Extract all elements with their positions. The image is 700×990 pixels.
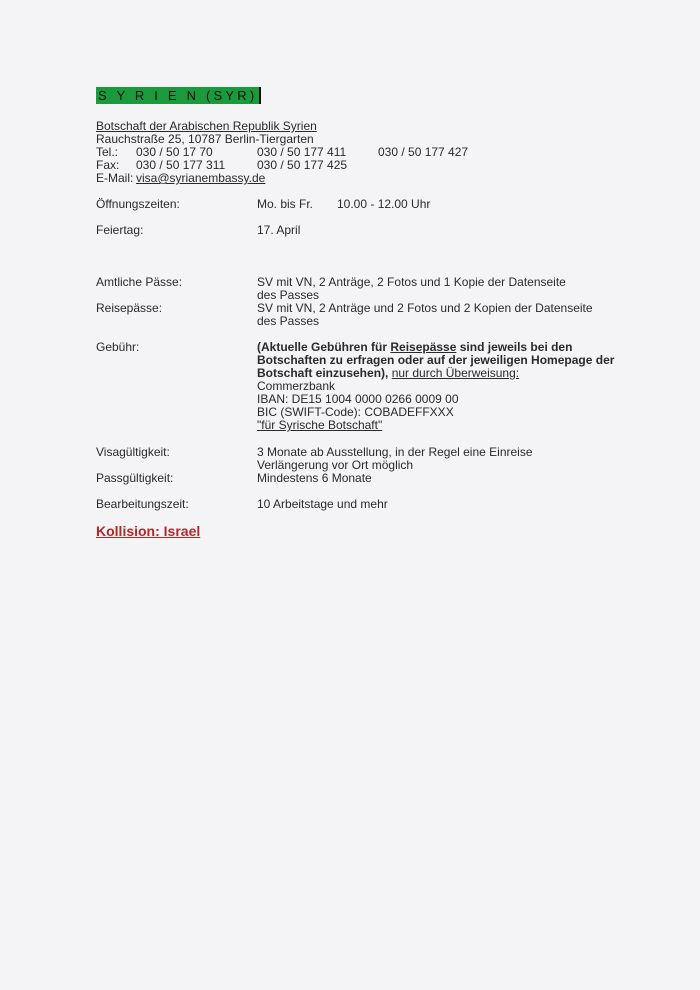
official-passport-line2: des Passes: [257, 288, 320, 302]
hours-days: Mo. bis Fr.: [257, 197, 314, 211]
email-link[interactable]: visa@syrianembassy.de: [136, 171, 266, 185]
fee-label: Gebühr:: [96, 340, 140, 354]
visa-validity-line1: 3 Monate ab Ausstellung, in der Regel eine Einreise: [257, 445, 533, 459]
fee-reference: "für Syrische Botschaft": [257, 418, 383, 432]
fee-note-link: Reisepässe: [390, 340, 457, 354]
visa-validity-label: Visagültigkeit:: [96, 445, 170, 459]
travel-passport-label: Reisepässe:: [96, 301, 163, 315]
fee-transfer-note: nur durch Überweisung:: [391, 366, 520, 380]
fee-bic: BIC (SWIFT-Code): COBADEFFXXX: [257, 405, 454, 419]
embassy-address: Rauchstraße 25, 10787 Berlin-Tiergarten: [96, 132, 314, 146]
fee-bank: Commerzbank: [257, 379, 336, 393]
official-passport-label: Amtliche Pässe:: [96, 275, 183, 289]
tel-label: Tel.:: [96, 145, 119, 159]
official-passport-line1: SV mit VN, 2 Anträge, 2 Fotos und 1 Kopie der Datenseite: [257, 275, 566, 289]
fax-number-2: 030 / 50 177 425: [257, 158, 348, 172]
travel-passport-line1: SV mit VN, 2 Anträge und 2 Fotos und 2 Kopien der Datenseite: [257, 301, 593, 315]
tel-number-2: 030 / 50 177 411: [257, 145, 347, 159]
fee-note-part1: (Aktuelle Gebühren für: [257, 340, 391, 354]
hours-label: Öffnungszeiten:: [96, 197, 180, 211]
email-label: E-Mail:: [96, 171, 134, 185]
embassy-name: Botschaft der Arabischen Republik Syrien: [96, 119, 317, 133]
fee-note-part2: sind jeweils bei den: [456, 340, 573, 354]
fee-iban: IBAN: DE15 1004 0000 0266 0009 00: [257, 392, 459, 406]
tel-number-1: 030 / 50 17 70: [136, 145, 213, 159]
fax-number-1: 030 / 50 177 311: [136, 158, 226, 172]
processing-time-value: 10 Arbeitstage und mehr: [257, 497, 388, 511]
passport-validity-value: Mindestens 6 Monate: [257, 471, 372, 485]
fee-note-line2: Botschaften zu erfragen oder auf der jeweiligen Homepage der: [257, 353, 615, 367]
collision-warning: Kollision: Israel: [96, 523, 201, 539]
holiday-value: 17. April: [257, 223, 301, 237]
travel-passport-line2: des Passes: [257, 314, 320, 328]
processing-time-label: Bearbeitungszeit:: [96, 497, 189, 511]
holiday-label: Feiertag:: [96, 223, 144, 237]
fax-label: Fax:: [96, 158, 120, 172]
passport-validity-label: Passgültigkeit:: [96, 471, 174, 485]
fee-note-line3-bold: Botschaft einzusehen),: [257, 366, 389, 380]
tel-number-3: 030 / 50 177 427: [378, 145, 469, 159]
visa-validity-line2: Verlängerung vor Ort möglich: [257, 458, 414, 472]
hours-time: 10.00 - 12.00 Uhr: [337, 197, 431, 211]
country-title: S Y R I E N (SYR): [96, 87, 261, 104]
